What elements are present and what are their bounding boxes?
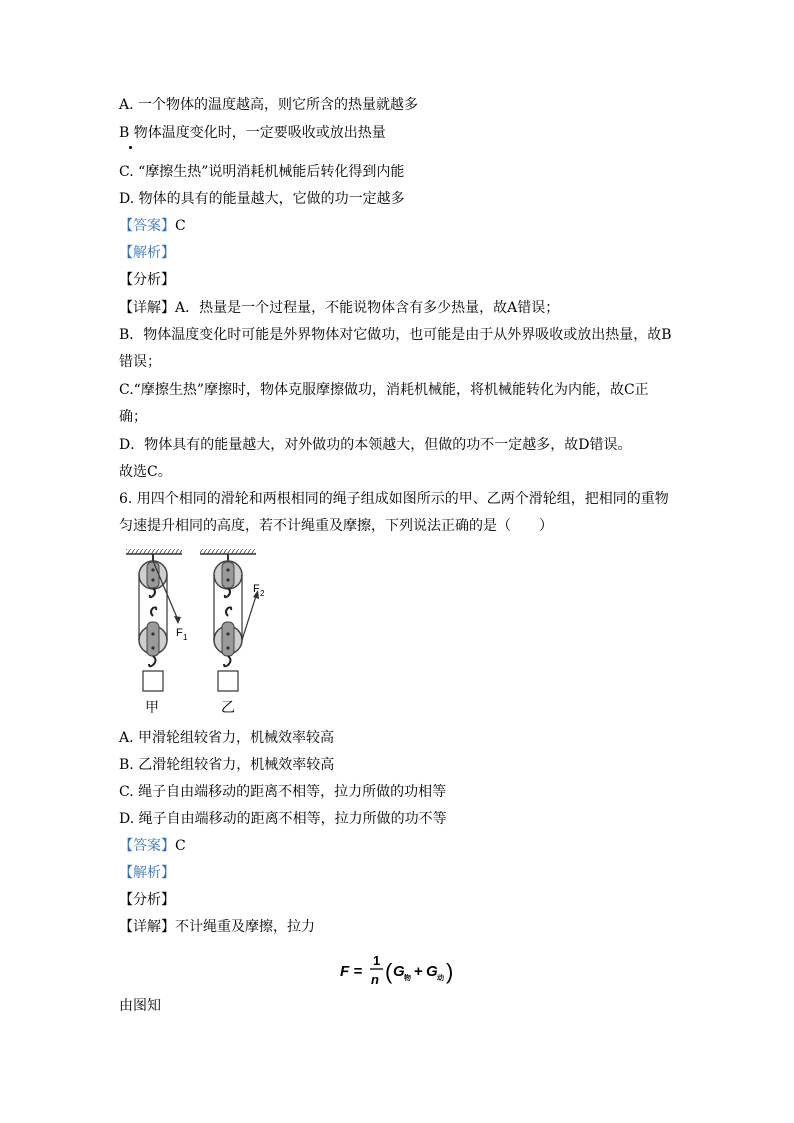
answer-tag: 【答案】 <box>119 838 175 854</box>
q6-stem-line1: 6. 用四个相同的滑轮和两根相同的绳子组成如图所示的甲、乙两个滑轮组，把相同的重物 <box>119 491 669 507</box>
detail-a-text: A．热量是一个过程量，不能说物体含有多少热量，故A错误； <box>175 300 560 316</box>
formula-g2: G <box>426 963 438 980</box>
label-jia: 甲 <box>145 699 159 715</box>
q6-jiexi-tag: 【解析】 <box>119 865 175 881</box>
pulley-system-yi <box>200 549 259 691</box>
pulley-system-jia <box>126 549 182 691</box>
q6-detail-intro <box>119 918 315 936</box>
formula-numerator: 1 <box>373 953 381 968</box>
force-f1-label: F <box>176 627 183 639</box>
answer-value: C <box>175 838 186 854</box>
q5-detail-c2: 确； <box>119 409 147 425</box>
q5-option-a: A. 一个物体的温度越高，则它所含的热量就越多 <box>119 97 419 113</box>
q5-fenxi: 【分析】 <box>119 272 175 288</box>
q6-stem-line2: 匀速提升相同的高度，若不计绳重及摩擦，下列说法正确的是（ ） <box>119 518 553 534</box>
q6-option-d: D. 绳子自由端移动的距离不相等，拉力所做的功不等 <box>119 811 447 827</box>
q5-jiexi-tag: 【解析】 <box>119 245 175 261</box>
stray-dot <box>129 146 132 149</box>
q6-tail: 由图知 <box>119 998 161 1014</box>
formula-g1: G <box>393 963 405 980</box>
q5-option-b: B 物体温度变化时，一定要吸收或放出热量 <box>119 125 386 141</box>
q5-detail-b1: B．物体温度变化时可能是外界物体对它做功，也可能是由于从外界吸收或放出热量，故B <box>119 327 672 343</box>
load-box <box>143 671 163 691</box>
force-f2-subscript: 2 <box>260 589 265 598</box>
q6-fenxi: 【分析】 <box>119 892 175 908</box>
q5-detail-b2: 错误； <box>119 354 161 370</box>
answer-tag: 【答案】 <box>119 218 175 234</box>
q5-detail-d: D．物体具有的能量越大，对外做功的本领越大，但做的功不一定越多，故D错误。 <box>119 437 632 453</box>
force-f1-subscript: 1 <box>183 633 188 642</box>
formula-g2-sub: 动 <box>437 975 444 982</box>
q6-option-a: A. 甲滑轮组较省力，机械效率较高 <box>119 730 335 746</box>
label-yi: 乙 <box>221 699 235 715</box>
pulley-figure <box>118 544 278 720</box>
force-f2-label: F <box>253 583 260 595</box>
q6-option-c: C. 绳子自由端移动的距离不相等，拉力所做的功相等 <box>119 784 447 800</box>
detail-intro-text: 不计绳重及摩擦，拉力 <box>175 919 315 935</box>
answer-value: C <box>175 218 186 234</box>
q5-detail-c1: C.“摩擦生热”摩擦时，物体克服摩擦做功，消耗机械能，将机械能转化为内能，故C正 <box>119 382 649 398</box>
q5-option-c: C. “摩擦生热”说明消耗机械能后转化得到内能 <box>119 164 405 180</box>
q6-option-b: B. 乙滑轮组较省力，机械效率较高 <box>119 757 335 773</box>
q5-conclusion: 故选C。 <box>119 464 172 480</box>
formula-plus: + <box>414 963 423 980</box>
formula-denominator: n <box>371 972 379 987</box>
q5-detail-a <box>119 299 559 317</box>
formula-g1-sub: 物 <box>404 975 411 982</box>
pulley-formula <box>340 950 470 990</box>
q5-option-d: D. 物体的具有的能量越大，它做的功一定越多 <box>119 191 405 207</box>
formula-paren-right: ) <box>446 959 454 984</box>
q5-answer <box>119 217 186 235</box>
formula-paren-left: ( <box>385 959 393 984</box>
formula-lhs: F = <box>340 963 363 980</box>
xiangjie-tag: 【详解】 <box>119 919 175 935</box>
q6-answer <box>119 837 186 855</box>
xiangjie-tag: 【详解】 <box>119 300 175 316</box>
